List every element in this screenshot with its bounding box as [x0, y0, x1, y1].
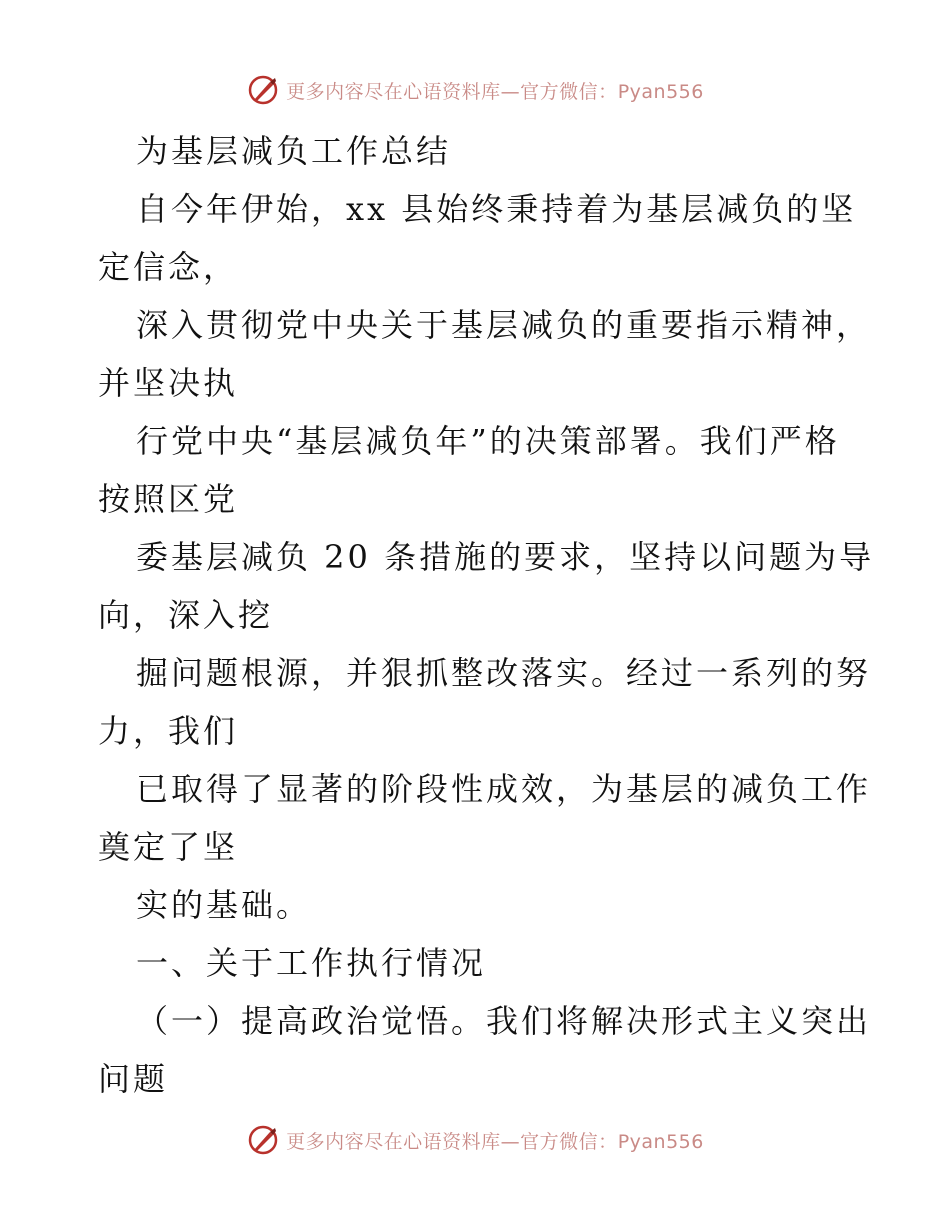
quill-pen-logo-icon [246, 73, 280, 107]
watermark-wechat-id: Pyan556 [617, 80, 704, 103]
watermark-dash: — [500, 80, 521, 103]
watermark-text [286, 1127, 704, 1154]
paragraph-line: 掘问题根源，并狠抓整改落实。经过一系列的努 [136, 654, 872, 692]
paragraph-line: 实的基础。 [136, 886, 312, 924]
header-watermark [0, 68, 950, 112]
paragraph-line: 行党中央“基层减负年”的决策部署。我们严格 [136, 422, 840, 460]
section-heading: 一、关于工作执行情况 [136, 944, 487, 982]
paragraph-line: 问题 [98, 1060, 169, 1098]
paragraph-line: 按照区党 [98, 480, 239, 518]
paragraph-line: 向，深入挖 [98, 596, 274, 634]
watermark-wechat-label: 官方微信： [520, 1130, 618, 1153]
paragraph-line: 定信念， [98, 248, 239, 286]
paragraph-line: 奠定了坚 [98, 828, 239, 866]
document-body [98, 122, 875, 1108]
quill-pen-logo-icon [246, 1123, 280, 1157]
paragraph-line: 力，我们 [98, 712, 239, 750]
document-title: 为基层减负工作总结 [136, 132, 452, 170]
watermark-wechat-id: Pyan556 [617, 1130, 704, 1153]
paragraph-line: 已取得了显著的阶段性成效，为基层的减负工作 [136, 770, 872, 808]
watermark-dash: — [500, 1130, 521, 1153]
paragraph-line: 深入贯彻党中央关于基层减负的重要指示精神， [136, 306, 872, 344]
footer-watermark [0, 1118, 950, 1162]
watermark-site-text: 更多内容尽在心语资料库 [286, 80, 501, 103]
watermark-text [286, 77, 704, 104]
watermark-wechat-label: 官方微信： [520, 80, 618, 103]
paragraph-line: 并坚决执 [98, 364, 239, 402]
paragraph-line: （一）提高政治觉悟。我们将解决形式主义突出 [136, 1002, 872, 1040]
watermark-site-text: 更多内容尽在心语资料库 [286, 1130, 501, 1153]
paragraph-line: 自今年伊始，xx 县始终秉持着为基层减负的坚 [136, 190, 857, 228]
paragraph-line: 委基层减负 20 条措施的要求，坚持以问题为导 [136, 538, 875, 576]
